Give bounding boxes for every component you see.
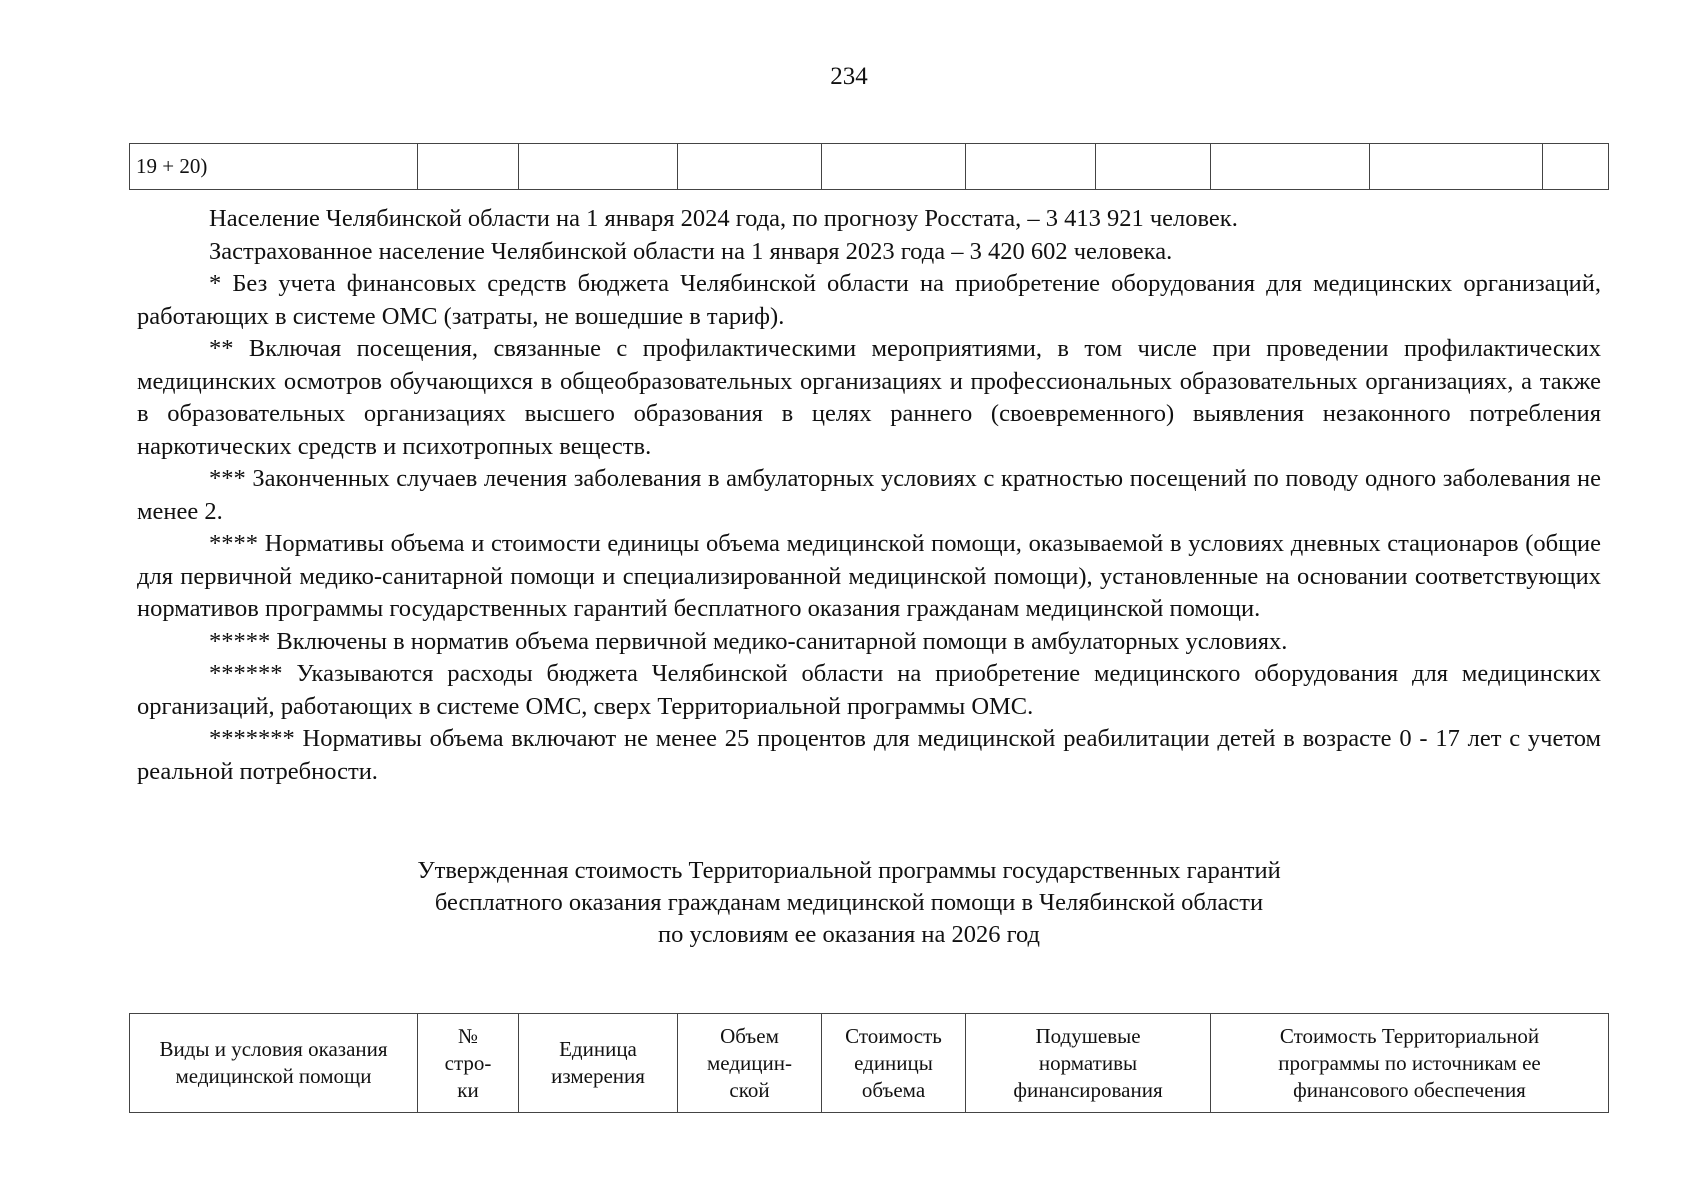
table-cell: [1211, 144, 1370, 190]
footnote-1: * Без учета финансовых средств бюджета Челябинской области на приобретение оборудования для медицинских организаций, работающих в системе ОМС (затраты, не вошедшие в тариф).: [137, 270, 1601, 330]
table-cell: [1096, 144, 1211, 190]
table-cell: [822, 144, 966, 190]
footnote-5: ***** Включены в норматив объема первичной медико-санитарной помощи в амбулаторных условиях.: [209, 627, 1288, 655]
table-row: [130, 144, 1609, 190]
table-cell: [678, 144, 822, 190]
header-cell-per-capita: Подушевые нормативы финансирования: [966, 1014, 1211, 1113]
table-cell-first: 19 + 20): [130, 144, 418, 190]
continued-table-row: [129, 143, 1609, 190]
header-cell-unit: Единица измерения: [519, 1014, 678, 1113]
table-cell: [1370, 144, 1543, 190]
footnote-6: ****** Указываются расходы бюджета Челябинской области на приобретение медицинского оборудования для медицинских организаций, работающих в системе ОМС, сверх Территориальной программы ОМС.: [137, 660, 1601, 720]
heading-line: бесплатного оказания гражданам медицинской помощи в Челябинской области: [434, 889, 1264, 916]
header-cell-program-cost: Стоимость Территориальной программы по источникам ее финансового обеспечения: [1211, 1014, 1609, 1113]
section-heading: [0, 855, 1698, 951]
page-number: 234: [830, 63, 868, 90]
heading-line: Утвержденная стоимость Территориальной программы государственных гарантий: [417, 857, 1281, 884]
footnotes: [137, 203, 1601, 788]
table-cell: [418, 144, 519, 190]
heading-line: по условиям ее оказания на 2026 год: [657, 921, 1041, 948]
header-cell-row-number: № стро- ки: [418, 1014, 519, 1113]
footnote-3: *** Законченных случаев лечения заболевания в амбулаторных условиях с кратностью посещений по поводу одного заболевания не менее 2.: [137, 465, 1601, 525]
cost-table-header: [129, 1013, 1609, 1113]
table-cell: [519, 144, 678, 190]
footnote-7: ******* Нормативы объема включают не менее 25 процентов для медицинской реабилитации детей в возрасте 0 - 17 лет с учетом реальной потребности.: [137, 725, 1601, 785]
table-cell: [1543, 144, 1609, 190]
header-cell-volume: Объем медицин- ской: [678, 1014, 822, 1113]
header-cell-unit-cost: Стоимость единицы объема: [822, 1014, 966, 1113]
table-cell: [966, 144, 1096, 190]
footnote-4: **** Нормативы объема и стоимости единицы объема медицинской помощи, оказываемой в условиях дневных стационаров (общие для первичной медико-санитарной помощи и специализированной медицинской помощи), установленные на основании соответствующих нормативов программы государственных гарантий бесплатного оказания гражданам медицинской помощи.: [137, 530, 1601, 622]
header-cell-care-type: Виды и условия оказания медицинской помощи: [130, 1014, 418, 1113]
footnote-2: ** Включая посещения, связанные с профилактическими мероприятиями, в том числе при проведении профилактических медицинских осмотров обучающихся в общеобразовательных организациях и профессиональных образовательных организациях, а также в образовательных организациях высшего образования в целях раннего (своевременного) выявления незаконного потребления наркотических средств и психотропных веществ.: [137, 335, 1601, 460]
table-header-row: [130, 1014, 1609, 1113]
note-population: Население Челябинской области на 1 января 2024 года, по прогнозу Росстата, – 3 413 921 человек.: [209, 205, 1238, 232]
note-insured-population: Застрахованное население Челябинской области на 1 января 2023 года – 3 420 602 человека.: [209, 237, 1173, 265]
